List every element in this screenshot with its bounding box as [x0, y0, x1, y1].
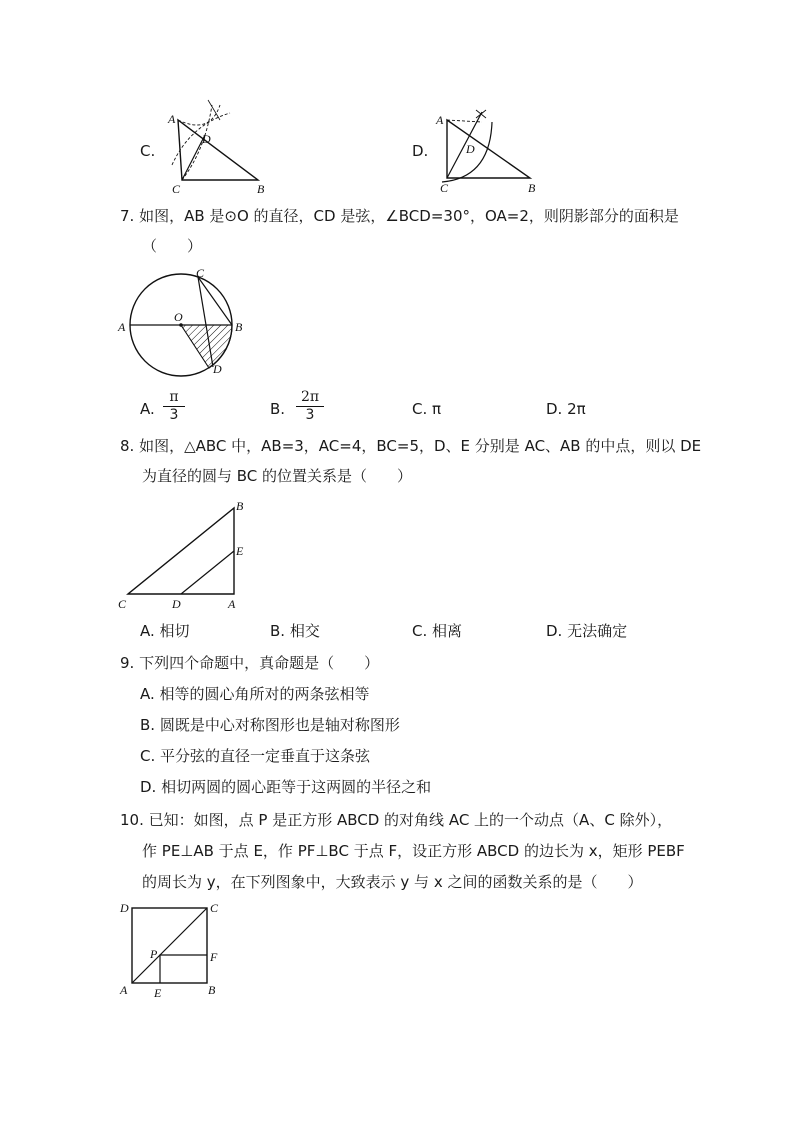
q6-option-d-figure [430, 100, 550, 200]
q8-label-a: A [228, 597, 236, 611]
q6d-label-c: C [440, 181, 449, 195]
q6-option-c-label: C. [140, 142, 156, 160]
q10-figure [116, 898, 236, 1003]
q7-option-b-fraction [296, 389, 324, 424]
q10-label-p: P [150, 947, 158, 961]
q10-stem-line2: 作 PE⊥AB 于点 E，作 PF⊥BC 于点 F，设正方形 ABCD 的边长为 x，矩形 PEBF [142, 842, 685, 860]
q10-stem-line1: 10. 已知：如图，点 P 是正方形 ABCD 的对角线 AC 上的一个动点（A、C 除外）， [120, 811, 673, 829]
q10-label-e: E [154, 986, 162, 1000]
q10-label-c: C [210, 901, 219, 915]
q7-option-a-numerator: π [163, 389, 185, 407]
q7-label-b: B [235, 320, 243, 334]
q6-option-d-label: D. [412, 142, 429, 160]
q8-label-d: D [172, 597, 181, 611]
q7-option-a-denominator: 3 [169, 407, 179, 423]
q6c-label-d: D [202, 132, 211, 146]
q8-option-b: B. 相交 [270, 622, 320, 640]
q8-label-c: C [118, 597, 127, 611]
q9-stem: 9. 下列四个命题中，真命题是（ ） [120, 654, 380, 672]
q7-option-a-fraction [163, 389, 185, 424]
q7-label-c: C [196, 266, 205, 280]
q7-option-b-label: B. [270, 400, 286, 418]
q10-stem-line3: 的周长为 y，在下列图象中，大致表示 y 与 x 之间的函数关系的是（ ） [142, 873, 643, 891]
q6c-label-a: A [168, 112, 176, 126]
q8-stem-line1: 8. 如图，△ABC 中，AB=3，AC=4，BC=5，D、E 分别是 AC、AB 的中点，则以 DE [120, 437, 702, 455]
q9-option-b: B. 圆既是中心对称图形也是轴对称图形 [140, 716, 400, 734]
q7-stem-line1: 7. 如图，AB 是⊙O 的直径，CD 是弦，∠BCD=30°，OA=2，则阴影部分的面积是 [120, 207, 679, 225]
q10-label-d: D [120, 901, 129, 915]
q6c-label-b: B [257, 182, 265, 196]
q8-option-c: C. 相离 [412, 622, 463, 640]
q9-option-d: D. 相切两圆的圆心距等于这两圆的半径之和 [140, 778, 432, 796]
q7-label-a: A [118, 320, 126, 334]
q6d-label-a: A [436, 113, 444, 127]
q7-option-b-numerator: 2π [296, 389, 324, 407]
q8-figure [116, 498, 256, 613]
q8-option-d: D. 无法确定 [546, 622, 628, 640]
q7-option-c: C. π [412, 400, 442, 418]
q8-label-e: E [236, 544, 244, 558]
q7-option-d: D. 2π [546, 400, 586, 418]
q10-label-a: A [120, 983, 128, 997]
q8-label-b: B [236, 499, 244, 513]
q6d-label-d: D [466, 142, 475, 156]
q7-option-a-label: A. [140, 400, 155, 418]
q7-option-b-denominator: 3 [305, 407, 315, 423]
q8-option-a: A. 相切 [140, 622, 190, 640]
q10-label-b: B [208, 983, 216, 997]
q9-option-a: A. 相等的圆心角所对的两条弦相等 [140, 685, 370, 703]
q7-label-o: O [174, 310, 183, 324]
q6c-label-c: C [172, 182, 181, 196]
q6d-label-b: B [528, 181, 536, 195]
q10-label-f: F [210, 950, 218, 964]
q6-option-c-figure [160, 95, 280, 200]
q8-stem-line2: 为直径的圆与 BC 的位置关系是（ ） [142, 467, 413, 485]
q7-stem-line2: （ ） [142, 237, 203, 255]
q7-label-d: D [213, 362, 222, 376]
q9-option-c: C. 平分弦的直径一定垂直于这条弦 [140, 747, 371, 765]
q7-figure [118, 265, 258, 380]
